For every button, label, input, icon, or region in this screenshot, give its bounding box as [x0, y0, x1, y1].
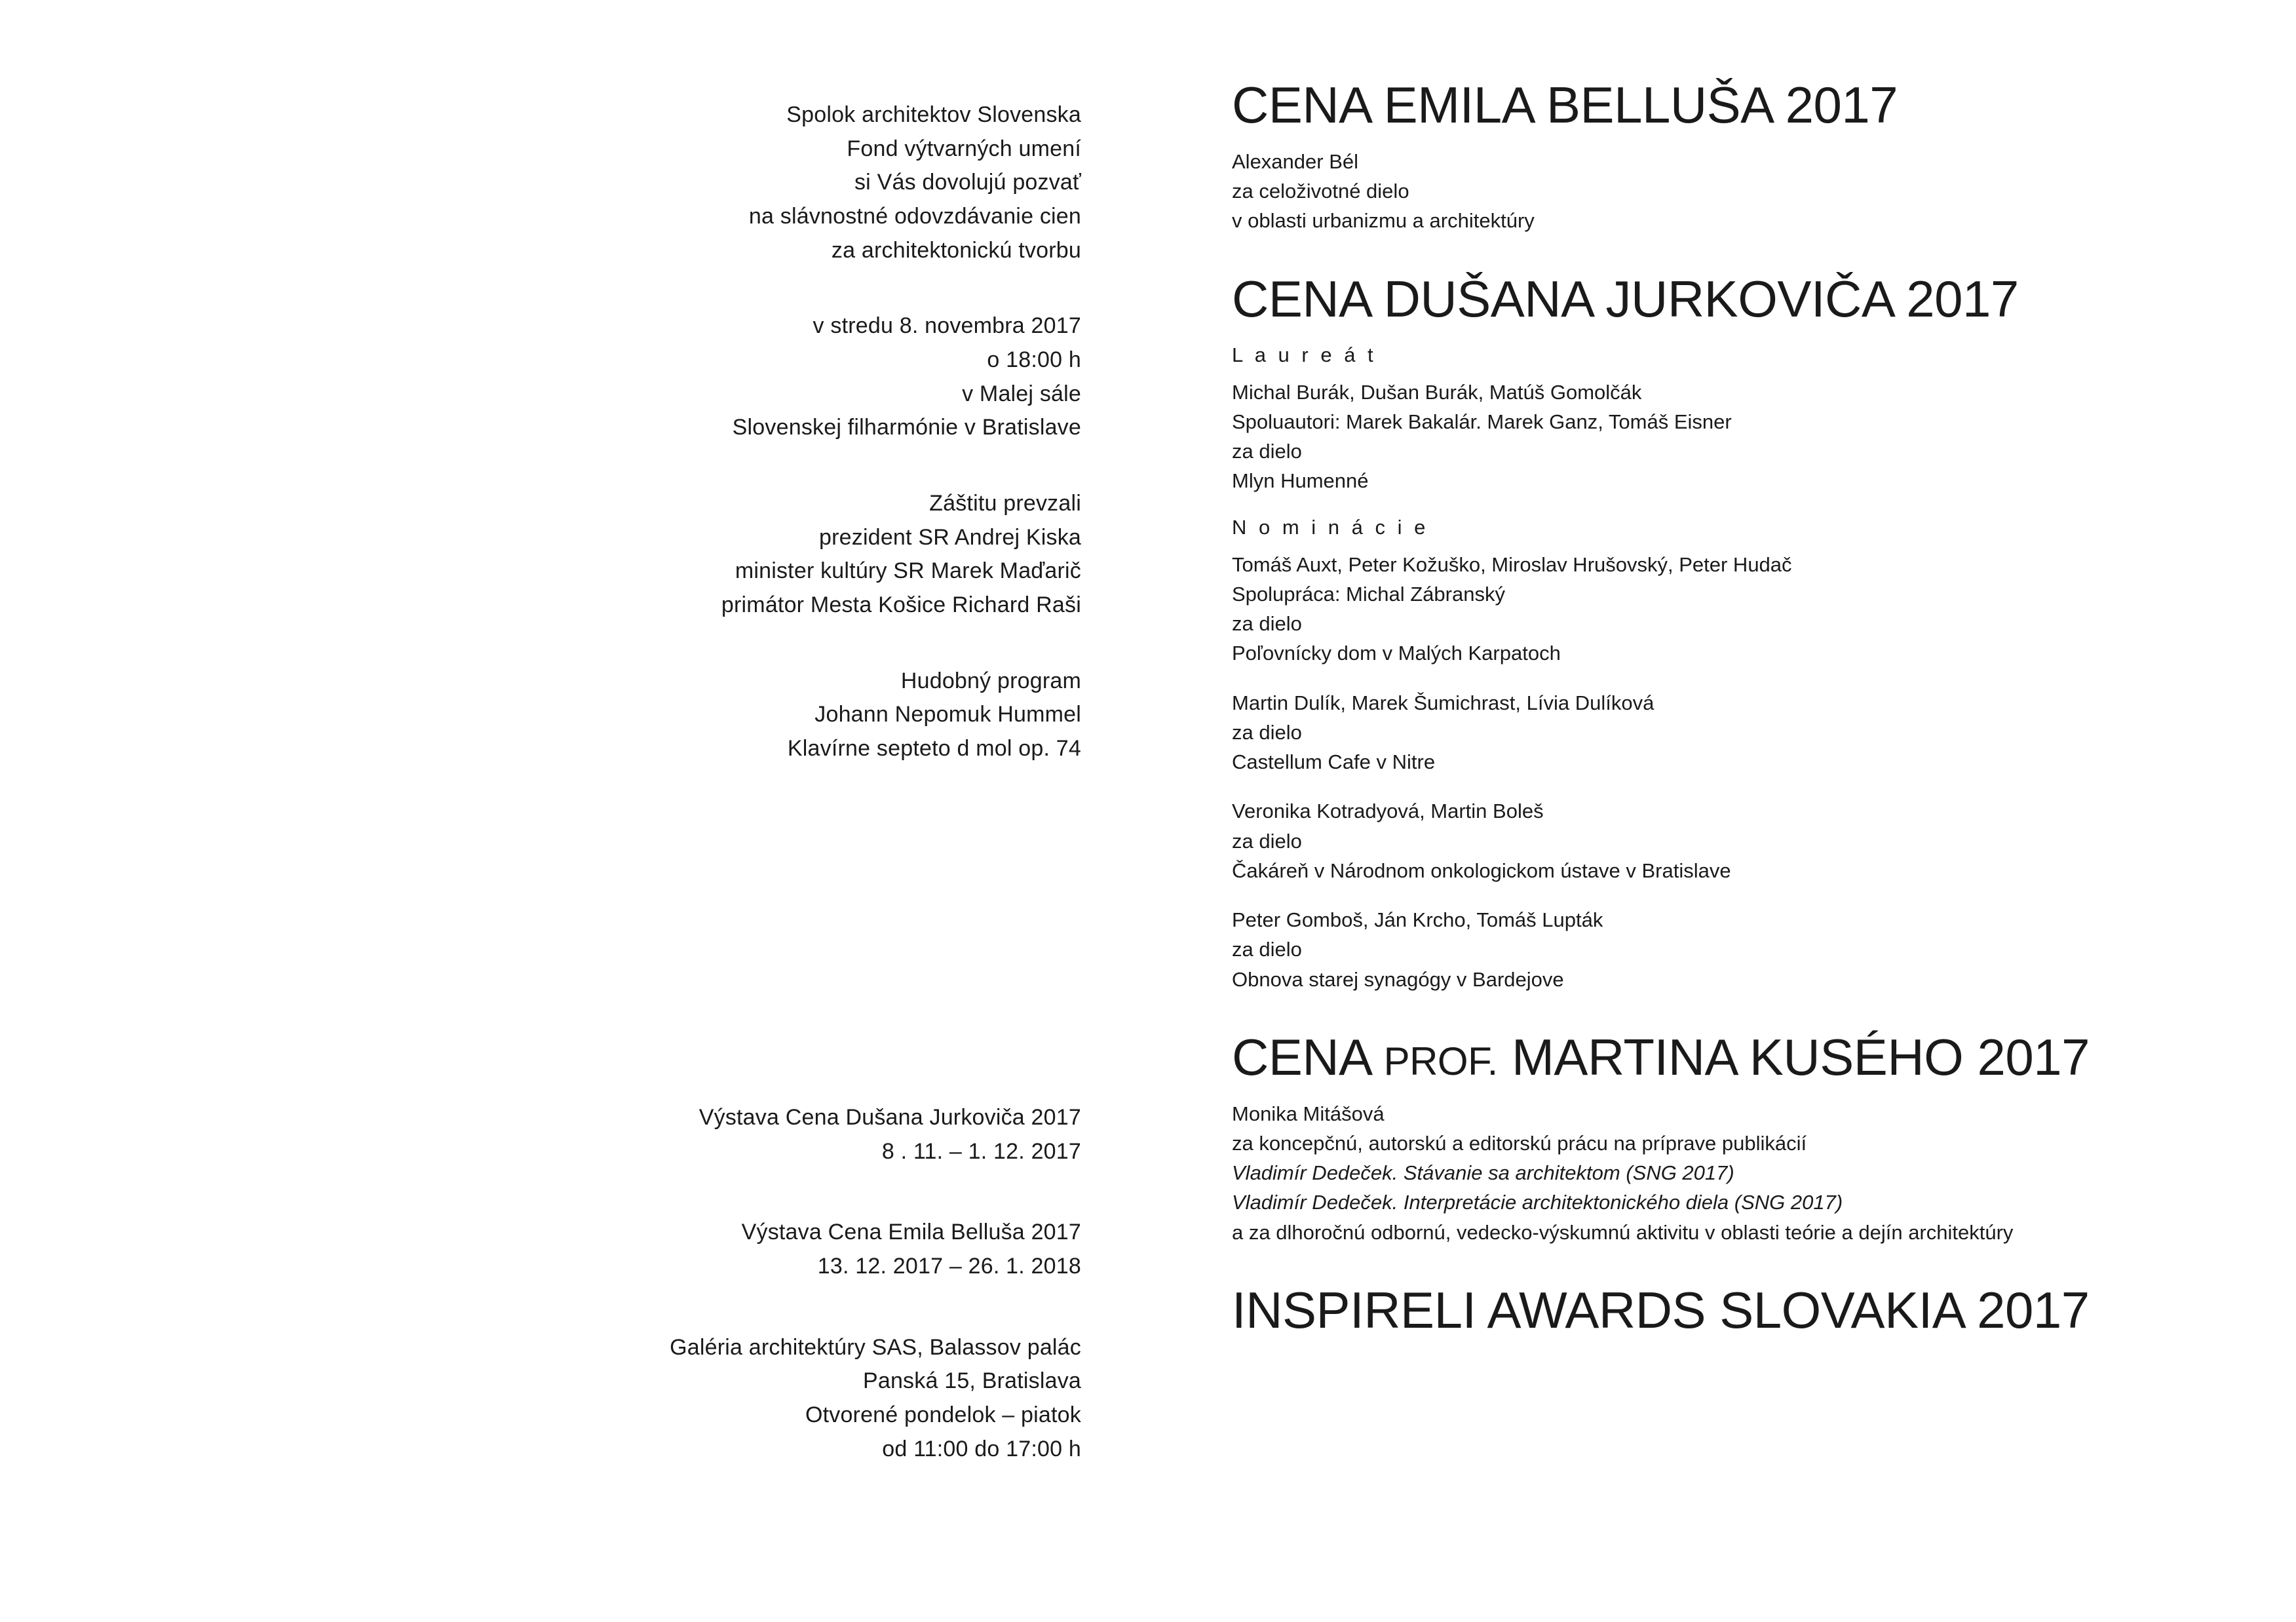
award-kusy-line: Monika Mitášová: [1232, 1102, 1385, 1125]
music-line: Klavírne septeto d mol op. 74: [787, 736, 1081, 762]
nomination-line: Castellum Cafe v Nitre: [1232, 750, 1436, 774]
invitation-line: Spolok architektov Slovenska: [786, 102, 1081, 127]
nomination-line: Spolupráca: Michal Zábranský: [1232, 582, 1505, 606]
nomination-line: Tomáš Auxt, Peter Kožuško, Miroslav Hrušovský, Peter Hudač: [1232, 552, 1792, 576]
exhibition-line: 8 . 11. – 1. 12. 2017: [881, 1138, 1081, 1164]
award-kusy-publication: Vladimír Dedeček. Stávanie sa architektom (SNG 2017): [1232, 1161, 1734, 1185]
music-line: Hudobný program: [900, 668, 1081, 693]
nomination-line: Obnova starej synagógy v Bardejove: [1232, 967, 1564, 991]
nominations-label: N o m i n á c i e: [1232, 515, 1429, 539]
event-line: v Malej sále: [962, 381, 1081, 406]
nomination-line: Martin Dulík, Marek Šumichrast, Lívia Dulíková: [1232, 691, 1655, 714]
laureate-line: za dielo: [1232, 440, 1302, 463]
nomination-entry: [1232, 905, 2254, 994]
exhibition-bellus-block: [590, 1216, 1081, 1283]
nomination-line: za dielo: [1232, 938, 1302, 961]
event-line: o 18:00 h: [987, 347, 1081, 373]
laureate-line: Mlyn Humenné: [1232, 469, 1369, 493]
invitation-line: Fond výtvarných umení: [847, 136, 1081, 161]
award-bellus-line: za celoživotné dielo: [1232, 180, 1409, 203]
patronage-line: prezident SR Andrej Kiska: [819, 524, 1081, 550]
left-column-lower: [590, 1101, 1081, 1513]
left-column-upper: [590, 98, 1081, 808]
nomination-line: Poľovnícky dom v Malých Karpatoch: [1232, 642, 1561, 665]
award-jurkovic-title: CENA DUŠANA JURKOVIČA 2017: [1232, 269, 2019, 328]
award-kusy-section: [1232, 1028, 2254, 1247]
award-kusy-title-part2: PROF.: [1383, 1039, 1498, 1083]
laureate-line: Michal Burák, Dušan Burák, Matúš Gomolčák: [1232, 380, 1642, 404]
award-kusy-title: [1232, 1028, 2254, 1086]
nomination-line: za dielo: [1232, 829, 1302, 853]
award-kusy-title-part1: CENA: [1232, 1028, 1384, 1086]
venue-line: Otvorené pondelok – piatok: [805, 1402, 1081, 1428]
patronage-line: primátor Mesta Košice Richard Raši: [721, 592, 1081, 618]
nomination-line: Veronika Kotradyová, Martin Boleš: [1232, 800, 1544, 823]
nomination-line: Čakáreň v Národnom onkologickom ústave v Bratislave: [1232, 859, 1731, 882]
venue-line: od 11:00 do 17:00 h: [882, 1436, 1081, 1461]
event-line: Slovenskej filharmónie v Bratislave: [732, 415, 1081, 440]
right-column: [1232, 76, 2254, 1352]
award-kusy-line: a za dlhoročnú odbornú, vedecko-výskumnú aktivitu v oblasti teórie a dejín architektúry: [1232, 1220, 2014, 1244]
invitation-line: za architektonickú tvorbu: [831, 237, 1081, 263]
award-inspireli-section: [1232, 1281, 2254, 1339]
music-line: Johann Nepomuk Hummel: [814, 702, 1081, 727]
award-bellus-title: CENA EMILA BELLUŠA 2017: [1232, 76, 1898, 134]
laureate-line: Spoluautori: Marek Bakalár. Marek Ganz, Tomáš Eisner: [1232, 410, 1732, 433]
invitation-line: na slávnostné odovzdávanie cien: [748, 204, 1081, 229]
nomination-entry: [1232, 688, 2254, 777]
music-program-block: [590, 665, 1081, 766]
exhibition-jurkovic-block: [590, 1101, 1081, 1168]
venue-line: Panská 15, Bratislava: [862, 1368, 1081, 1394]
venue-block: [590, 1331, 1081, 1467]
nomination-entry: [1232, 550, 2254, 668]
event-line: v stredu 8. novembra 2017: [813, 313, 1081, 339]
nomination-line: Peter Gomboš, Ján Krcho, Tomáš Lupták: [1232, 908, 1603, 932]
award-bellus-line: v oblasti urbanizmu a architektúry: [1232, 209, 1535, 233]
award-inspireli-title: INSPIRELI AWARDS SLOVAKIA 2017: [1232, 1281, 2090, 1339]
award-bellus-section: [1232, 76, 2254, 236]
award-kusy-publication: Vladimír Dedeček. Interpretácie architektonického diela (SNG 2017): [1232, 1191, 1843, 1214]
invitation-line: si Vás dovolujú pozvať: [854, 170, 1081, 195]
laureate-label: L a u r e á t: [1232, 343, 1377, 366]
award-kusy-line: za koncepčnú, autorskú a editorskú prácu na príprave publikácií: [1232, 1131, 1807, 1155]
patronage-line: minister kultúry SR Marek Maďarič: [735, 558, 1081, 584]
nomination-entry: [1232, 796, 2254, 885]
nomination-line: za dielo: [1232, 720, 1302, 744]
award-kusy-title-part3: MARTINA KUSÉHO 2017: [1497, 1028, 2090, 1086]
laureate-entry: [1232, 377, 2254, 496]
venue-line: Galéria architektúry SAS, Balassov palác: [670, 1334, 1081, 1360]
award-jurkovic-section: [1232, 269, 2254, 994]
invitation-block: [590, 98, 1081, 267]
patronage-line: Záštitu prevzali: [929, 491, 1081, 516]
exhibition-line: 13. 12. 2017 – 26. 1. 2018: [817, 1254, 1081, 1279]
exhibition-line: Výstava Cena Emila Belluša 2017: [741, 1220, 1081, 1245]
exhibition-line: Výstava Cena Dušana Jurkoviča 2017: [698, 1105, 1081, 1130]
nomination-line: za dielo: [1232, 612, 1302, 636]
patronage-block: [590, 487, 1081, 623]
event-details-block: [590, 309, 1081, 445]
award-bellus-line: Alexander Bél: [1232, 149, 1359, 173]
